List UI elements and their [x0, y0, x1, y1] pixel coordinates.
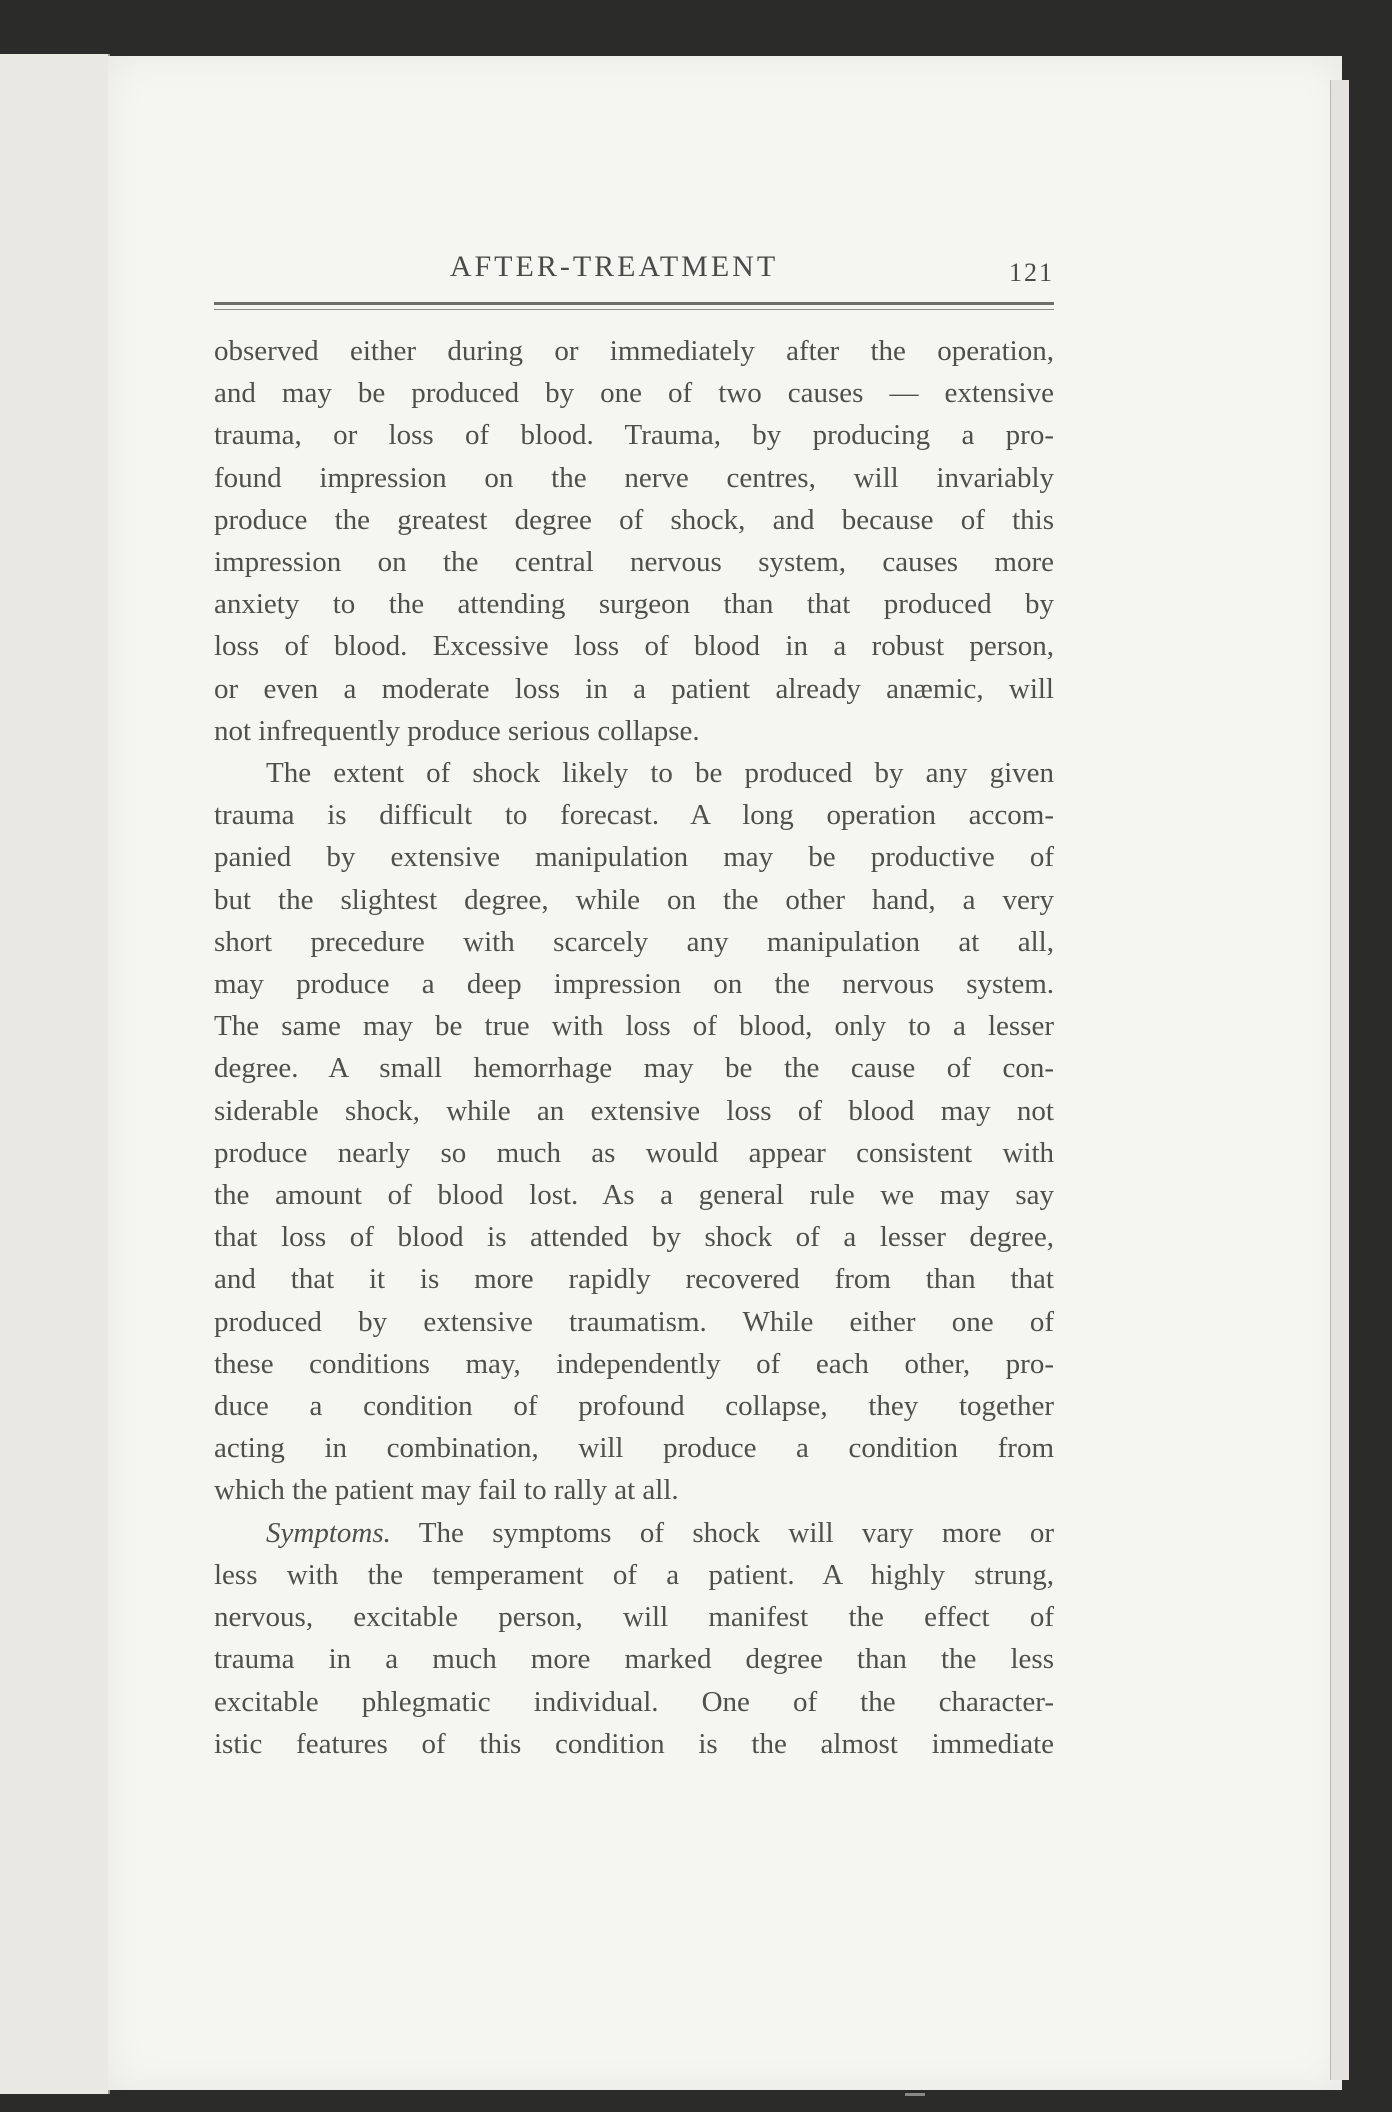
text-line: loss of blood. Excessive loss of blood in a robust person,	[214, 630, 1054, 663]
scan-mark	[905, 2093, 925, 2096]
right-page-edge	[1330, 80, 1349, 2080]
text-line: The extent of shock likely to be produced by any given	[266, 757, 1054, 790]
text-line: less with the temperament of a patient. A highly strung,	[214, 1558, 1054, 1591]
section-heading-symptoms: Symptoms.	[266, 1516, 391, 1549]
text-line: trauma, or loss of blood. Trauma, by producing a pro-	[214, 419, 1054, 452]
text-line: produce nearly so much as would appear consistent with	[214, 1136, 1054, 1169]
text-line: produce the greatest degree of shock, and because of this	[214, 503, 1054, 536]
left-page-edge	[0, 54, 110, 2094]
text-span: The symptoms of shock will vary more or	[390, 1516, 1054, 1549]
header-rule	[214, 302, 1054, 305]
text-line: panied by extensive manipulation may be productive of	[214, 841, 1054, 874]
text-line: may produce a deep impression on the nervous system.	[214, 968, 1054, 1001]
paragraph-2	[214, 752, 1054, 1512]
text-line: which the patient may fail to rally at all.	[214, 1474, 679, 1507]
header-rule-thin	[214, 309, 1054, 310]
text-line: or even a moderate loss in a patient already anæmic, will	[214, 672, 1054, 705]
text-line: excitable phlegmatic individual. One of the character-	[214, 1685, 1054, 1718]
text-line: not infrequently produce serious collapse.	[214, 714, 700, 747]
text-line: produced by extensive traumatism. While either one of	[214, 1305, 1054, 1338]
text-line: observed either during or immediately after the operation,	[214, 335, 1054, 367]
text-line: the amount of blood lost. As a general rule we may say	[214, 1179, 1054, 1212]
paragraph-1	[214, 330, 1054, 752]
text-line: duce a condition of profound collapse, they together	[214, 1390, 1054, 1423]
running-head	[214, 250, 1054, 298]
text-line: istic features of this condition is the almost immediate	[214, 1727, 1054, 1760]
text-line: siderable shock, while an extensive loss of blood may not	[214, 1094, 1054, 1127]
page-number: 121	[1009, 258, 1054, 287]
body-text	[214, 330, 1054, 1765]
text-line: anxiety to the attending surgeon than that produced by	[214, 588, 1054, 621]
text-line: found impression on the nerve centres, will invariably	[214, 461, 1054, 494]
text-line: acting in combination, will produce a condition from	[214, 1432, 1054, 1465]
paragraph-3	[214, 1512, 1054, 1765]
text-line: trauma is difficult to forecast. A long operation accom-	[214, 799, 1054, 832]
text-line	[214, 1512, 1054, 1554]
text-line: impression on the central nervous system, causes more	[214, 546, 1054, 579]
text-line: these conditions may, independently of each other, pro-	[214, 1347, 1054, 1380]
text-line: The same may be true with loss of blood, only to a lesser	[214, 1010, 1054, 1043]
text-line: nervous, excitable person, will manifest the effect of	[214, 1601, 1054, 1634]
text-line: that loss of blood is attended by shock of a lesser degree,	[214, 1221, 1054, 1254]
text-line: but the slightest degree, while on the other hand, a very	[214, 883, 1054, 916]
running-title: AFTER-TREATMENT	[449, 250, 779, 283]
text-line: degree. A small hemorrhage may be the cause of con-	[214, 1052, 1054, 1085]
text-line: trauma in a much more marked degree than the less	[214, 1643, 1054, 1676]
text-line: and that it is more rapidly recovered from than that	[214, 1263, 1054, 1296]
text-line: short precedure with scarcely any manipulation at all,	[214, 925, 1054, 958]
text-line: and may be produced by one of two causes — extensive	[214, 377, 1054, 410]
